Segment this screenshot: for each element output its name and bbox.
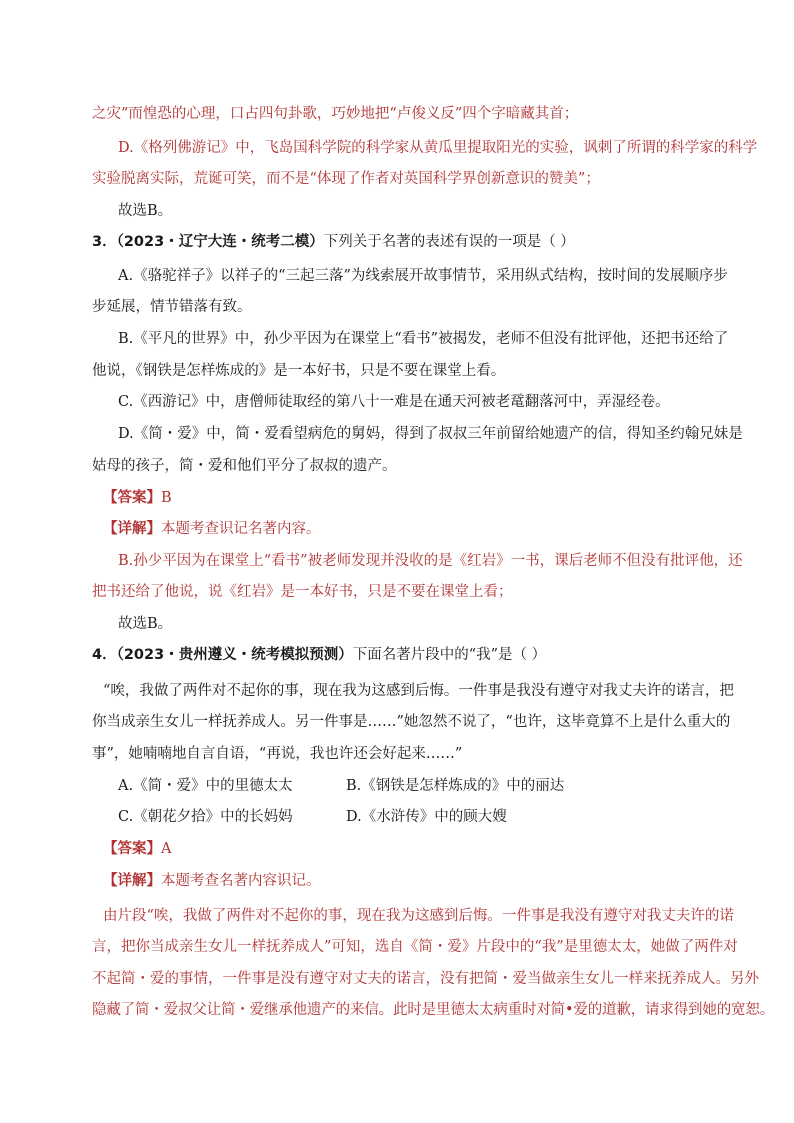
q4-quote-line3: 事”，她喃喃地自言自语，“再说，我也许还会好起来……” bbox=[92, 746, 463, 762]
question-number: 4． bbox=[92, 647, 117, 663]
answer-value: B bbox=[161, 490, 172, 506]
q4-explanation-line1: 由片段“唉，我做了两件对不起你的事，现在我为这感到后悔。一件事是我没有遵守对我丈夫许的诺 bbox=[103, 908, 734, 924]
answer-label: 【答案】 bbox=[103, 840, 161, 857]
q4-detail bbox=[103, 871, 321, 891]
q4-quote-line1: “唉，我做了两件对不起你的事，现在我为这感到后悔。一件事是我没有遵守对我丈夫许的诺言，把 bbox=[103, 683, 734, 699]
choose-line: 故选B。 bbox=[118, 203, 173, 219]
answer-label: 【答案】 bbox=[103, 489, 161, 506]
q3-detail bbox=[103, 519, 321, 539]
q3-answer bbox=[103, 488, 172, 508]
q4-answer bbox=[103, 839, 171, 859]
q4-explanation-line4: 隐藏了简・爱叔父让简・爱继承他遗产的来信。此时是里德太太病重时对简•爱的道歉，请求得到她的宽恕。 bbox=[92, 1002, 775, 1018]
detail-label: 【详解】 bbox=[103, 872, 161, 889]
question-source: （2023・贵州遵义・统考模拟预测） bbox=[116, 647, 353, 663]
q3-choose-line: 故选B。 bbox=[118, 616, 173, 632]
text: 之灾”而惶恐的心理，口占四句卦歌，巧妙地把 bbox=[92, 106, 390, 122]
q3-explanation-line2: 把书还给了他说，说《红岩》是一本好书，只是不要在课堂上看； bbox=[92, 584, 513, 600]
q4-option-a: A.《简・爱》中的里德太太 bbox=[118, 778, 293, 794]
q3-option-a-line2: 步延展，情节错落有致。 bbox=[92, 299, 252, 315]
q4-explanation-line2: 言，把你当成亲生女儿一样抚养成人”可知，选自《简・爱》片段中的“我”是里德太太，她做了两件对 bbox=[92, 939, 738, 955]
q4-option-b: B.《钢铁是怎样炼成的》中的丽达 bbox=[346, 778, 565, 794]
explanation-c-line bbox=[92, 104, 578, 124]
q3-option-b-line1: B.《平凡的世界》中，孙少平因为在课堂上“看书”被揭发，老师不但没有批评他，还把书还给了 bbox=[118, 331, 729, 347]
detail-text: 本题考查名著内容识记。 bbox=[161, 873, 321, 889]
q3-explanation-line1: B.孙少平因为在课堂上“看书”被老师发现并没收的是《红岩》一书，课后老师不但没有批评他，还 bbox=[118, 553, 743, 569]
explanation-d-line2: 实验脱离实际，荒诞可笑，而不是“体现了作者对英国科学界创新意识的赞美”； bbox=[92, 171, 600, 187]
question-source: （2023・辽宁大连・统考二模） bbox=[116, 234, 324, 250]
text: “卢俊义反”四个字暗藏其首； bbox=[389, 106, 579, 122]
question-4-header bbox=[92, 645, 546, 665]
q3-option-b-line2: 他说，《钢铁是怎样炼成的》是一本好书，只是不要在课堂上看。 bbox=[92, 363, 506, 379]
q3-option-a-line1: A.《骆驼祥子》以祥子的“三起三落”为线索展开故事情节，采用纵式结构，按时间的发展顺序步 bbox=[118, 268, 728, 284]
q3-option-d-line2: 姑母的孩子，简・爱和他们平分了叔叔的遗产。 bbox=[92, 458, 397, 474]
q4-explanation-line3: 不起简・爱的事情，一件事是没有遵守对丈夫的诺言，没有把简・爱当做亲生女儿一样来抚养成人。另外 bbox=[92, 971, 759, 987]
detail-label: 【详解】 bbox=[103, 520, 161, 537]
question-number: 3． bbox=[92, 234, 117, 250]
question-text: 下列关于名著的表述有误的一项是（ ） bbox=[323, 234, 575, 250]
q4-option-c: C.《朝花夕拾》中的长妈妈 bbox=[118, 809, 293, 825]
answer-value: A bbox=[161, 841, 172, 857]
explanation-d-line1: D.《格列佛游记》中，飞岛国科学院的科学家从黄瓜里提取阳光的实验，讽刺了所谓的科学家的科学 bbox=[118, 140, 758, 156]
question-text: 下面名著片段中的“我”是（ ） bbox=[352, 647, 547, 663]
q4-quote-line2: 你当成亲生女儿一样抚养成人。另一件事是……”她忽然不说了，“也许，这毕竟算不上是什么重大的 bbox=[92, 714, 731, 730]
detail-text: 本题考查识记名著内容。 bbox=[161, 521, 321, 537]
q4-option-d: D.《水浒传》中的顾大嫂 bbox=[346, 809, 507, 825]
q3-option-d-line1: D.《简・爱》中，简・爱看望病危的舅妈，得到了叔叔三年前留给她遗产的信，得知圣约翰兄妹是 bbox=[118, 426, 743, 442]
question-3-header bbox=[92, 232, 575, 252]
q3-option-c: C.《西游记》中，唐僧师徒取经的第八十一难是在通天河被老鼋翻落河中，弄湿经卷。 bbox=[118, 394, 670, 410]
